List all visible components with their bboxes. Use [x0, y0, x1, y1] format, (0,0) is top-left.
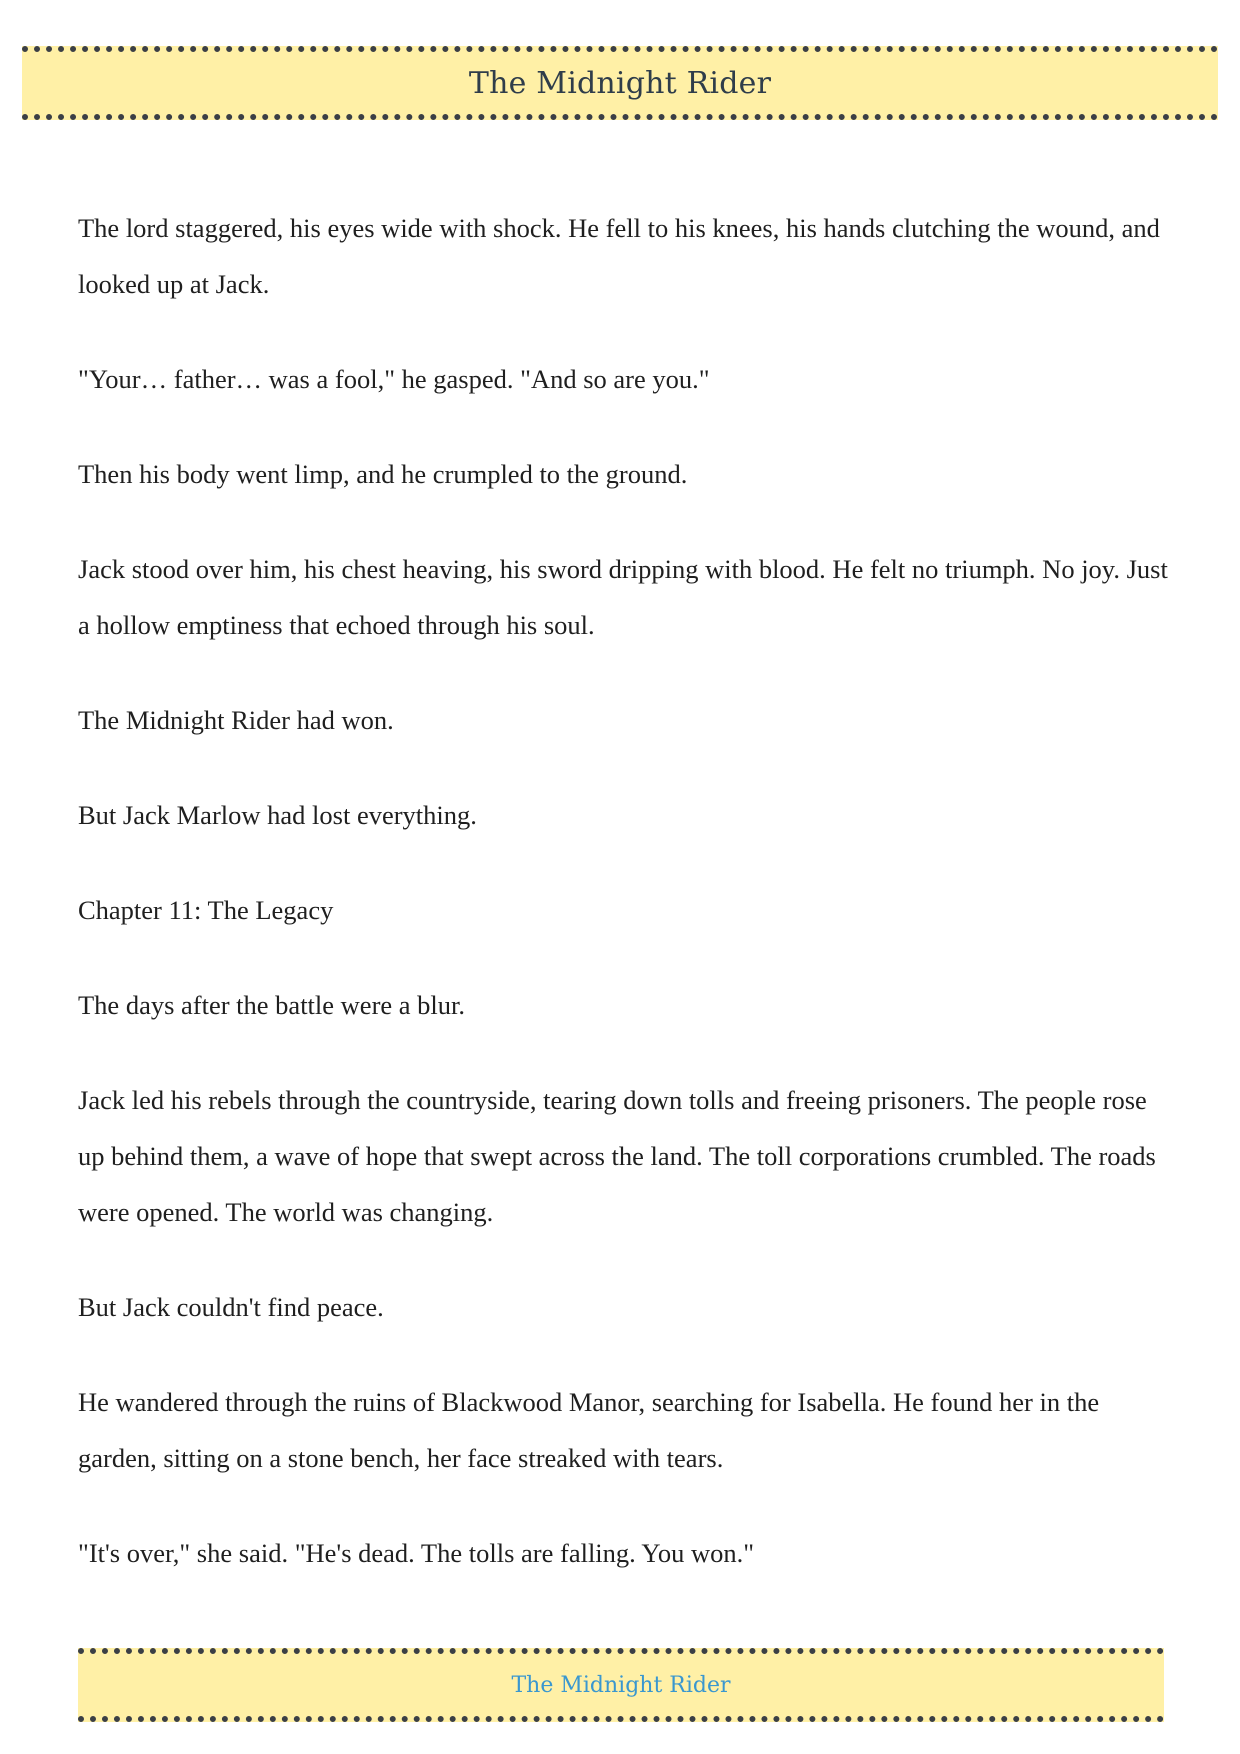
paragraph: The days after the battle were a blur. [78, 990, 466, 1020]
page-footer-banner [78, 1648, 1164, 1722]
page-title: The Midnight Rider [468, 65, 772, 101]
paragraph: The Midnight Rider had won. [78, 705, 394, 735]
story-text [78, 200, 1168, 1620]
paragraph: "Your… father… was a fool," he gasped. "And so are you." [78, 364, 710, 394]
paragraph: Jack stood over him, his chest heaving, his sword dripping with blood. He felt no triumph. No joy. Just a hollow emptiness that echoed through his soul. [78, 554, 1168, 640]
chapter-heading: Chapter 11: The Legacy [78, 895, 334, 925]
paragraph: He wandered through the ruins of Blackwood Manor, searching for Isabella. He found her in the garden, sitting on a stone bench, her face streaked with tears. [78, 1387, 1100, 1473]
footer-title: The Midnight Rider [511, 1672, 731, 1698]
paragraph: But Jack couldn't find peace. [78, 1292, 384, 1322]
paragraph: But Jack Marlow had lost everything. [78, 800, 477, 830]
paragraph: Jack led his rebels through the countryside, tearing down tolls and freeing prisoners. The people rose up behind them, a wave of hope that swept across the land. The toll corporations crumbled. The roads were opened. The world was changing. [78, 1085, 1156, 1227]
paragraph: "It's over," she said. "He's dead. The tolls are falling. You won." [78, 1538, 755, 1568]
paragraph: The lord staggered, his eyes wide with shock. He fell to his knees, his hands clutching the wound, and looked up at Jack. [78, 213, 1160, 299]
page-header-banner [22, 46, 1218, 120]
paragraph: Then his body went limp, and he crumpled to the ground. [78, 459, 688, 489]
